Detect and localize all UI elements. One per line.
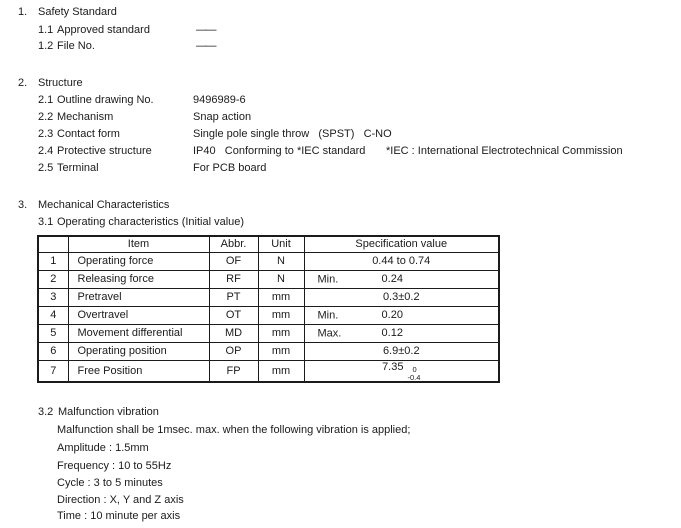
row-unit: N (258, 271, 304, 289)
section3-number: 3. (18, 199, 28, 211)
row-number: 2 (38, 271, 68, 289)
col-header-row-number (38, 236, 68, 253)
section1-title: Safety Standard (38, 6, 117, 18)
item-2-4-note: *IEC : International Electrotechnical Commission (386, 145, 623, 157)
item-1-1-label: Approved standard (57, 24, 150, 36)
row-unit: mm (258, 343, 304, 361)
row-number: 5 (38, 325, 68, 343)
spec-value-text: 6.9±0.2 (382, 345, 420, 357)
row-unit: mm (258, 289, 304, 307)
item-1-2-number: 1.2 (38, 40, 54, 52)
item-2-2-number: 2.2 (38, 111, 54, 123)
item-2-1-label: Outline drawing No. (57, 94, 154, 106)
item-2-4-value: IP40 Conforming to *IEC standard (193, 145, 366, 157)
row-item: Releasing force (68, 271, 209, 289)
row-item: Movement differential (68, 325, 209, 343)
item-2-3-value: Single pole single throw (SPST) C-NO (193, 128, 392, 140)
row-unit: mm (258, 325, 304, 343)
row-item: Overtravel (68, 307, 209, 325)
table-row (38, 253, 499, 271)
row-spec-value (304, 361, 499, 383)
row-spec-value (304, 325, 499, 343)
item-3-1-number: 3.1 (38, 216, 54, 228)
row-abbr: MD (209, 325, 258, 343)
row-item: Free Position (68, 361, 209, 383)
col-header-unit: Unit (258, 236, 304, 253)
spec-value-text: 0.20 (381, 309, 403, 321)
spec-min-max-label: Min. (317, 309, 339, 321)
vibration-cycle-line: Cycle : 3 to 5 minutes (57, 477, 163, 489)
item-1-1-value: —— (196, 24, 215, 36)
tolerance-upper: 0 (412, 365, 417, 374)
item-2-4-label: Protective structure (57, 145, 152, 157)
spec-value-text: 7.35 (382, 361, 404, 373)
row-item: Operating force (68, 253, 209, 271)
item-2-5-number: 2.5 (38, 162, 54, 174)
tolerance-stack (407, 366, 420, 381)
vibration-condition-line: Malfunction shall be 1msec. max. when the following vibration is applied; (57, 424, 411, 436)
item-3-2-number: 3.2 (38, 406, 54, 418)
row-item: Operating position (68, 343, 209, 361)
col-header-abbr: Abbr. (209, 236, 258, 253)
row-abbr: OF (209, 253, 258, 271)
col-header-spec: Specification value (304, 236, 499, 253)
section2-number: 2. (18, 77, 28, 89)
item-2-1-number: 2.1 (38, 94, 54, 106)
table-row (38, 289, 499, 307)
row-abbr: PT (209, 289, 258, 307)
spec-value-text: 0.3±0.2 (382, 291, 420, 303)
row-number: 1 (38, 253, 68, 271)
row-number: 3 (38, 289, 68, 307)
section2-title: Structure (38, 77, 83, 89)
row-number: 6 (38, 343, 68, 361)
item-2-1-value: 9496989-6 (193, 94, 246, 106)
table-row (38, 271, 499, 289)
spec-value-text: 0.24 (381, 273, 403, 285)
vibration-frequency-line: Frequency : 10 to 55Hz (57, 460, 172, 472)
row-spec-value (304, 307, 499, 325)
row-number: 7 (38, 361, 68, 383)
table-row (38, 361, 499, 383)
section1-number: 1. (18, 6, 28, 18)
row-unit: mm (258, 361, 304, 383)
item-2-2-label: Mechanism (57, 111, 114, 123)
table-header-row (38, 236, 499, 253)
vibration-direction-line: Direction : X, Y and Z axis (57, 494, 184, 506)
col-header-item: Item (68, 236, 209, 253)
spec-min-max-label: Max. (317, 327, 342, 339)
spec-min-max-label: Min. (317, 273, 339, 285)
row-spec-value (304, 289, 499, 307)
operating-characteristics-table (37, 235, 500, 383)
item-1-2-value: —— (196, 40, 215, 52)
row-spec-value (304, 343, 499, 361)
row-unit: N (258, 253, 304, 271)
item-2-3-label: Contact form (57, 128, 120, 140)
row-abbr: RF (209, 271, 258, 289)
row-spec-value (304, 271, 499, 289)
item-3-2-title: Malfunction vibration (58, 406, 159, 418)
section3-title: Mechanical Characteristics (38, 199, 170, 211)
table-row (38, 325, 499, 343)
item-1-1-number: 1.1 (38, 24, 54, 36)
table-row (38, 307, 499, 325)
item-1-2-label: File No. (57, 40, 95, 52)
item-2-3-number: 2.3 (38, 128, 54, 140)
spec-value-text: 0.44 to 0.74 (372, 255, 431, 267)
row-abbr: OT (209, 307, 258, 325)
row-spec-value (304, 253, 499, 271)
row-number: 4 (38, 307, 68, 325)
tolerance-lower: -0.4 (407, 372, 421, 382)
row-abbr: OP (209, 343, 258, 361)
item-2-4-number: 2.4 (38, 145, 54, 157)
vibration-time-line: Time : 10 minute per axis (57, 510, 181, 522)
spec-value-text: 0.12 (381, 327, 403, 339)
item-3-1-title: Operating characteristics (Initial value) (57, 216, 245, 228)
item-2-5-label: Terminal (57, 162, 99, 174)
item-2-2-value: Snap action (193, 111, 252, 123)
table-row (38, 343, 499, 361)
vibration-amplitude-line: Amplitude : 1.5mm (57, 442, 149, 454)
row-abbr: FP (209, 361, 258, 383)
item-2-5-value: For PCB board (193, 162, 267, 174)
row-item: Pretravel (68, 289, 209, 307)
row-unit: mm (258, 307, 304, 325)
